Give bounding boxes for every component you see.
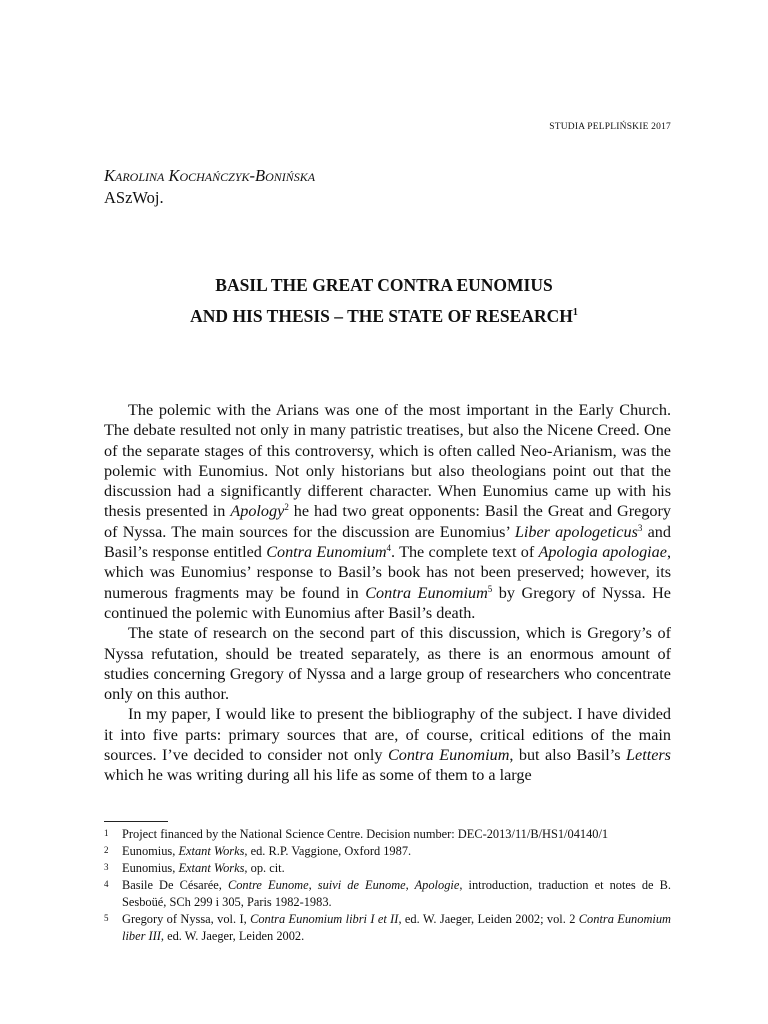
footnote-text: Project financed by the National Science Centre. Decision number: DEC-2013/11/B/HS1/04140/1 — [122, 827, 609, 841]
paragraph-1 — [104, 400, 671, 623]
footnote-divider — [104, 821, 168, 822]
text-run: Eunomius, — [122, 861, 179, 875]
text-run: he had two great opponents: Basil the Great and Gregory of Nyssa. The main sources for the discussion are Eunomius’ — [104, 502, 671, 541]
body-text — [104, 400, 671, 786]
footnote-ref[interactable]: 3 — [637, 522, 643, 533]
italic-title: Liber apologeticus — [514, 522, 638, 541]
footnote-number: 3 — [104, 862, 109, 872]
footnote-text — [122, 877, 671, 911]
footnote-ref[interactable]: 5 — [487, 583, 493, 594]
footnote-text — [122, 911, 671, 945]
text-run: In my paper, I would like to present the bibliography of the subject. I have divided it into five parts: primary sources that are, of course, critical editions of the main sources. I’ve decided to consider not only — [104, 705, 671, 765]
footnote-text — [122, 843, 671, 860]
text-run: Basile De Césarée, — [122, 878, 228, 892]
italic-title: Extant Works — [178, 861, 245, 875]
title-line-2-text: AND HIS THESIS – THE STATE OF RESEARCH — [190, 306, 573, 326]
footnote-number: 5 — [104, 913, 109, 923]
author-affiliation: ASzWoj. — [104, 188, 164, 207]
text-run: , introduction, traduction et notes de B. Sesboüé, SCh 299 i 305, Paris 1982-1983. — [122, 878, 671, 909]
text-run: , but also Basil’s — [509, 746, 627, 765]
title-line-1: BASIL THE GREAT CONTRA EUNOMIUS — [215, 275, 553, 295]
footnote-1 — [104, 826, 671, 843]
footnote-3 — [104, 860, 671, 877]
text-run: The polemic with the Arians was one of the most important in the Early Church. The debate resulted not only in many patristic treatises, but also the Nicene Creed. One of the separate stages of this controversy, which is often called Neo-Arianism, was the polemic with Eunomius. Not only historians but also theologians point out that the discussion had a significantly different character. When Eunomius came up with his thesis presented in — [104, 401, 671, 521]
italic-title: Contra Eunomium — [387, 746, 510, 765]
italic-title: Apologia apologiae — [538, 543, 667, 562]
footnote-number: 1 — [104, 828, 109, 838]
article-title — [0, 270, 768, 332]
text-run: . The complete text of — [391, 543, 539, 562]
text-run: and Basil’s response entitled — [104, 522, 671, 562]
italic-title: Extant Works — [178, 844, 245, 858]
text-run: , which was Eunomius’ response to Basil’s book has not been preserved; however, its numerous fragments may be found in — [104, 543, 671, 602]
footnote-number: 4 — [104, 879, 109, 889]
footnote-2 — [104, 843, 671, 860]
author-name: Karolina Kochańczyk-Bonińska — [104, 166, 316, 185]
italic-title: Contra Eunomium liber III — [122, 912, 671, 943]
italic-title: Apology — [230, 502, 285, 521]
text-run: Gregory of Nyssa, vol. I, — [122, 912, 251, 926]
text-run: , op. cit. — [244, 861, 285, 875]
text-run: Eunomius, — [122, 844, 179, 858]
text-run: , ed. W. Jaeger, Leiden 2002. — [160, 929, 305, 943]
italic-title: Letters — [626, 746, 671, 765]
paragraph-3 — [104, 704, 671, 785]
footnotes — [104, 826, 671, 945]
footnote-ref[interactable]: 1 — [572, 307, 578, 318]
paragraph-2: The state of research on the second part of this discussion, which is Gregory’s of Nyssa refutation, should be treated separately, as there is an enormous amount of studies concerning Gregory of Nyssa and a large group of researchers who concentrate only on this author. — [104, 624, 671, 704]
italic-title: Contre Eunome, suivi de Eunome, Apologie — [227, 878, 460, 892]
text-run: which he was writing during all his life as some of them to a large — [104, 766, 532, 785]
footnote-number: 2 — [104, 845, 109, 855]
title-line-2 — [0, 301, 768, 332]
footnote-ref[interactable]: 2 — [284, 502, 289, 513]
footnote-5 — [104, 911, 671, 945]
text-run: by Gregory of Nyssa. He continued the polemic with Eunomius after Basil’s death. — [104, 583, 671, 622]
footnote-text — [122, 860, 671, 877]
footnote-ref[interactable]: 4 — [386, 543, 392, 554]
italic-title: Contra Eunomium — [365, 583, 488, 602]
running-head: STUDIA PELPLIŃSKIE 2017 — [549, 122, 671, 132]
text-run: , ed. W. Jaeger, Leiden 2002; vol. 2 — [398, 912, 579, 926]
text-run: , ed. R.P. Vaggione, Oxford 1987. — [244, 844, 412, 858]
italic-title: Contra Eunomium libri I et II — [250, 912, 399, 926]
footnote-4 — [104, 877, 671, 911]
italic-title: Contra Eunomium — [266, 543, 387, 562]
